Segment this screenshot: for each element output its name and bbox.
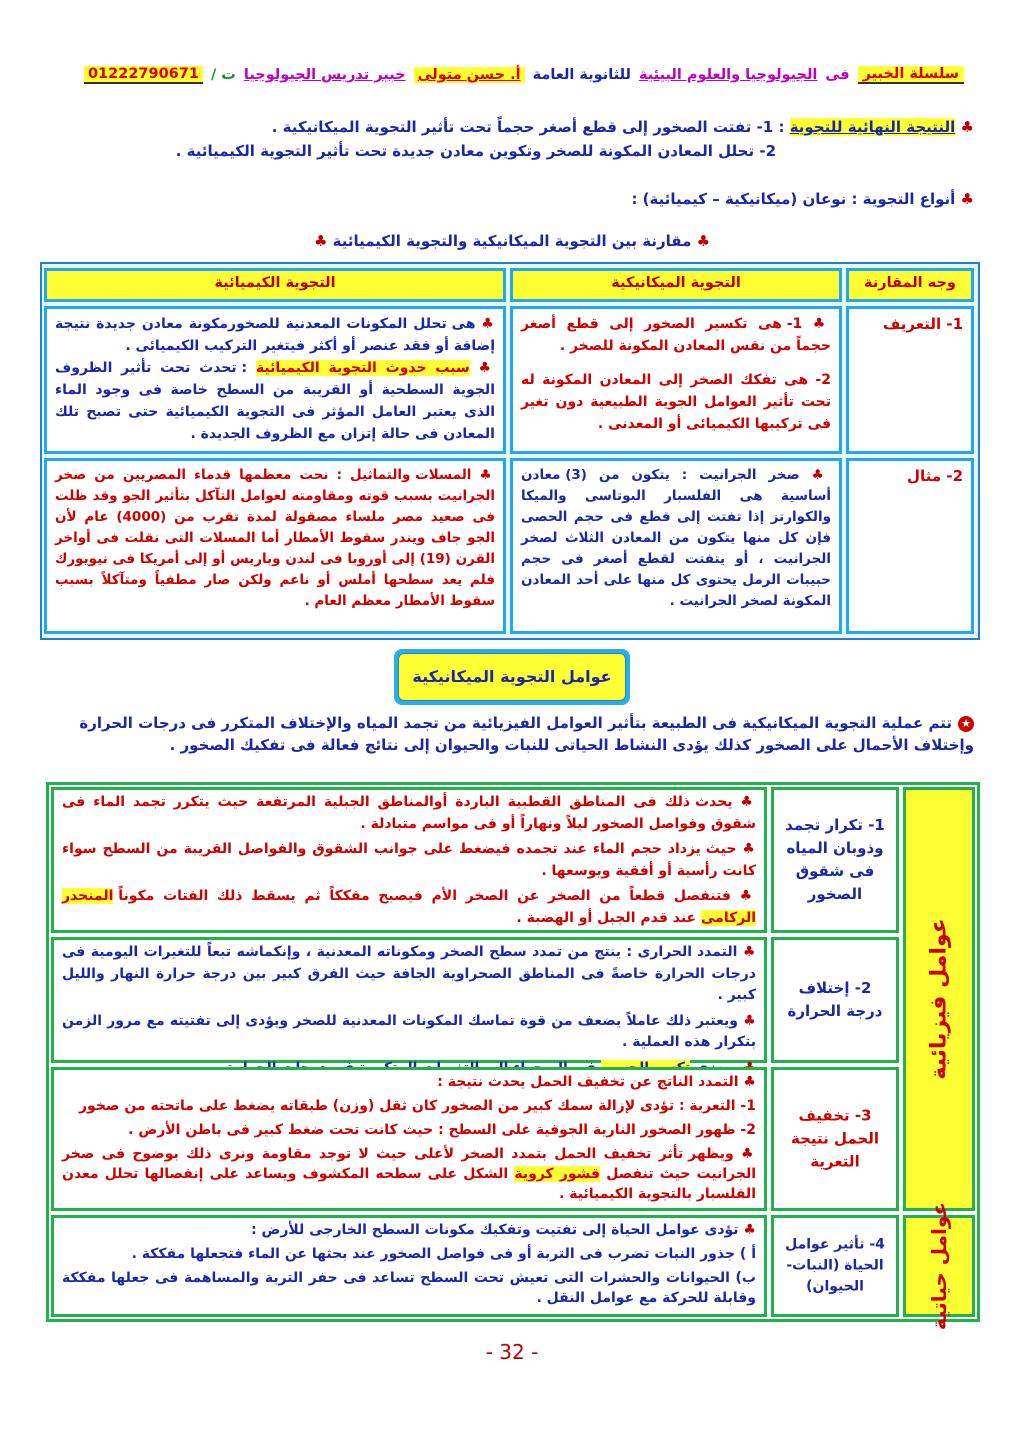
teacher-name: أ. حسن متولى xyxy=(414,67,525,83)
comparison-table xyxy=(40,262,980,640)
factors-title: عوامل التجوية الميكانيكية xyxy=(398,653,626,701)
definition-mechanical-cell xyxy=(510,306,842,454)
club-icon: ♣ xyxy=(313,232,328,250)
definition-chemical-cell xyxy=(44,306,506,454)
comparison-title-text: مقارنة بين التجوية الميكانيكية والتجوية الكيميائية xyxy=(332,232,692,250)
club-icon: ♣ xyxy=(960,190,974,208)
factor-1-name: 1- تكرار تجمد وذوبان المياه فى شقوق الصخور xyxy=(785,816,885,903)
header-mechanical: التجوية الميكانيكية xyxy=(510,268,842,302)
factor-1-p2: ♣ حيث يزداد حجم الماء عند تجمده فيضغط على جوانب الشقوق والفواصل القريبة من السطح سواء كانت رأسية أو أفقية ويوسعها . xyxy=(62,841,756,879)
chemical-cause-label: سبب حدوث التجوية الكيميائية xyxy=(255,360,470,376)
types-line xyxy=(631,190,974,208)
example-mechanical: ♣ صخر الجرانيت : يتكون من (3) معادن أساسية هى الفلسبار البوتاسى والميكا والكوارتز إذا تفتت إلى قطع فى حجم الحصى فإن كل منها يتكون من المعادن الثلاث لصخر الجرانيت ، أو يتفتت لقطع أصغر فى حجم حبيبات الرمل يحتوى كل منها على أحد المعادن المكونة لصخر الجرانيت . xyxy=(521,467,831,609)
factor-4-name: 4- تأثير عوامل الحياة (النبات-الحيوان) xyxy=(785,1236,885,1295)
category-biological-label: عوامل حياتية xyxy=(927,1201,951,1331)
school-level: للثانوية العامة xyxy=(532,67,631,83)
page-header xyxy=(64,62,964,88)
factor-2-name-cell xyxy=(771,937,899,1063)
intro-paragraph: ★تتم عملية التجوية الميكانيكية فى الطبيعة بتأثير العوامل الفيزيائية من تجمد المياه والإختلاف المتكرر فى درجات الحرارة وإختلاف الأحمال على الصخور كذلك يؤدى النشاط الحياتى للنبات والحيوان إلى نتائج فعالة فى تفكيك الصخور . xyxy=(79,714,974,754)
factor-4-text-cell xyxy=(51,1215,767,1317)
final-result-item-2: 2- تحلل المعادن المكونة للصخر وتكوين معادن جديدة تحت تأثير التجوية الكيميائية . xyxy=(175,142,776,160)
factor-3-p1: ♣ التمدد الناتج عن تخفيف الحمل يحدث نتيجة : xyxy=(437,1074,756,1090)
definition-mechanical-1: ♣ 1- هى تكسير الصخور إلى قطع أصغر حجماً من نفس المعادن المكونة للصخر . xyxy=(521,316,831,354)
factor-2-name: 2- إختلاف درجة الحرارة xyxy=(787,979,883,1020)
factors-table xyxy=(46,782,980,1331)
highlight-spherical-shells: قشور كروية xyxy=(514,1166,601,1182)
factor-1-p1: ♣ يحدث ذلك فى المناطق القطبية الباردة أوالمناطق الجبلية المرتفعة حيث يتكرر تجمد الماء فى شقوق وفواصل الصخور ليلاً ونهاراً أو فى مواسم متبادلة . xyxy=(62,794,756,832)
factor-1-text-cell xyxy=(51,787,767,933)
factor-2-p2: ♣ ويعتبر ذلك عاملاً يضعف من قوة تماسك المكونات المعدنية للصخر ويؤدى إلى تفتيته مع مرور الزمن بتكرار هذه العملية . xyxy=(62,1012,756,1050)
phone-label: ت / xyxy=(210,67,236,83)
category-biological xyxy=(903,1201,975,1331)
club-icon: ♣ xyxy=(960,118,974,136)
subject-title: الجيولوجيا والعلوم البيئية xyxy=(638,67,818,83)
star-icon: ★ xyxy=(958,716,974,732)
factor-3-p3: 2- ظهور الصخور النارية الجوفية على السطح : حيث كانت تحت ضغط كبير فى باطن الأرض . xyxy=(128,1122,756,1138)
factor-4-name-cell xyxy=(771,1215,899,1317)
factors-title-box xyxy=(394,649,630,705)
series-title: سلسلة الخبير xyxy=(858,66,964,84)
category-physical xyxy=(903,787,975,1211)
comparison-title xyxy=(312,232,712,250)
factor-4-p1: ♣ تؤدى عوامل الحياة إلى تفتيت وتفكيك مكونات السطح الخارجى للأرض : xyxy=(251,1222,756,1238)
factor-3-p4: ♣ ويظهر تأثر تخفيف الحمل بتمدد الصخر لأعلى حيث لا توجد مقاومة ونرى ذلك بوضوح فى صخر الجرانيت حيث تنفصل قشور كروية الشكل على سطحه المكشوف ويساعد على إنفصالها تحلل معدن الفلسبار بالتجوية الكيميائية . xyxy=(62,1146,756,1202)
teacher-title: خبير تدريس الجيولوجيا xyxy=(243,67,406,83)
factor-3-name: 3- تخفيف الحمل نتيجة التعرية xyxy=(790,1106,880,1171)
factor-1-name-cell xyxy=(771,787,899,933)
highlight-talus: المنحدر الركامى xyxy=(62,888,756,926)
definition-label: 1- التعريف xyxy=(882,315,963,333)
example-chemical: ♣ المسلات والتماثيل : نحت معظمها قدماء المصريين من صخر الجرانيت بسبب قوته ومقاومته لعوامل التآكل بتأثير الجو وقد ظلت فى صعيد مصر ملساء مصقولة لمدة تقرب من (4000) عام لأن الجو جاف ويندر سقوط الأمطار أما المسلات التى نقلت فى أواخر القرن (19) إلى أوروبا فى لندن وباريس أو إلى أمريكا فى نيويورك فلم يعد سطحها أملس أو ناعم ولكن صار مطفياً ومتآكلاً بسبب سقوط الأمطار معظم العام . xyxy=(55,467,495,609)
definition-chemical: ♣ هى تحلل المكونات المعدنية للصخورمكونة معادن جديدة نتيجة إضافة أو فقد عنصر أو أكثر فيتغير التركيب الكيميائى . ♣ سبب حدوث التجوية الكيميائية : تحدث تحت تأثير الظروف الجوية السطحية أو القريبة من السطح خاصة فى وجود الماء الذى يعتبر العامل المؤثر فى التجوية الكيميائية حتى تصبح تلك المعادن فى حالة إتزان مع الظروف الجديدة . xyxy=(55,316,496,442)
final-result-item-1: : 1- تفتت الصخور إلى قطع أصغر حجماً تحت تأثير التجوية الميكانيكية . xyxy=(271,118,785,136)
factor-3-text-cell xyxy=(51,1067,767,1211)
club-icon: ♣ xyxy=(696,232,711,250)
final-result-label: النتيجة النهائية للتجوية xyxy=(789,118,956,136)
factor-4-p2: أ ) جذور النبات تضرب فى التربة أو فى فواصل الصخور عند بحثها عن الماء فتجعلها مفككة . xyxy=(131,1246,756,1262)
header-in: فى xyxy=(825,67,850,83)
factor-2-text-cell xyxy=(51,937,767,1063)
phone-number: 01222790671 xyxy=(84,66,203,84)
types-text: أنواع التجوية : نوعان (ميكانيكية – كيميائية) : xyxy=(631,190,956,208)
factor-1-p3: ♣ فتنفصل قطعاً من الصخر عن الصخر الأم فيصبح مفككاً ثم يسقط ذلك الفتات مكوناً المنحدر الركامى عند قدم الجبل أو الهضبة . xyxy=(62,888,756,926)
header-chemical: التجوية الكيميائية xyxy=(44,268,506,302)
factor-4-p3: ب) الحيوانات والحشرات التى تعيش تحت السطح تساعد فى حفر التربة والمساهمة فى جعلها مفككة وقابلة للحركة مع عوامل النقل . xyxy=(62,1270,756,1306)
example-label-cell xyxy=(846,458,974,634)
definition-mechanical-2: 2- هى تفكك الصخر إلى المعادن المكونة له تحت تأثير العوامل الجوية الطبيعية دون تغير فى تركيبها الكيميائى أو المعدنى . xyxy=(521,372,831,432)
example-label: 2- مثال xyxy=(907,467,963,485)
example-mechanical-cell xyxy=(510,458,842,634)
page-number: - 32 - xyxy=(485,1340,539,1364)
factor-2-p1: ♣ التمدد الحرارى : ينتج من تمدد سطح الصخر ومكوناته المعدنية ، وإنكماشه تبعاً للتغيرات اليومية فى درجات الحرارة خاصةً فى المناطق الصحراوية الجافة حيث الفرق كبير بين درجة حرارة النهار والليل كبير . xyxy=(62,944,756,1003)
factor-3-p2: 1- التعرية : تؤدى لإزالة سمك كبير من الصخور كان ثقل (وزن) طبقاته يضغط على ماتحته من صخور xyxy=(79,1098,756,1114)
factor-3-name-cell xyxy=(771,1067,899,1211)
header-aspect: وجه المقارنة xyxy=(846,268,974,302)
category-physical-label: عوامل فيزيائية xyxy=(926,918,952,1080)
final-result-line-1 xyxy=(272,118,974,136)
example-chemical-cell xyxy=(44,458,506,634)
definition-label-cell xyxy=(846,306,974,454)
